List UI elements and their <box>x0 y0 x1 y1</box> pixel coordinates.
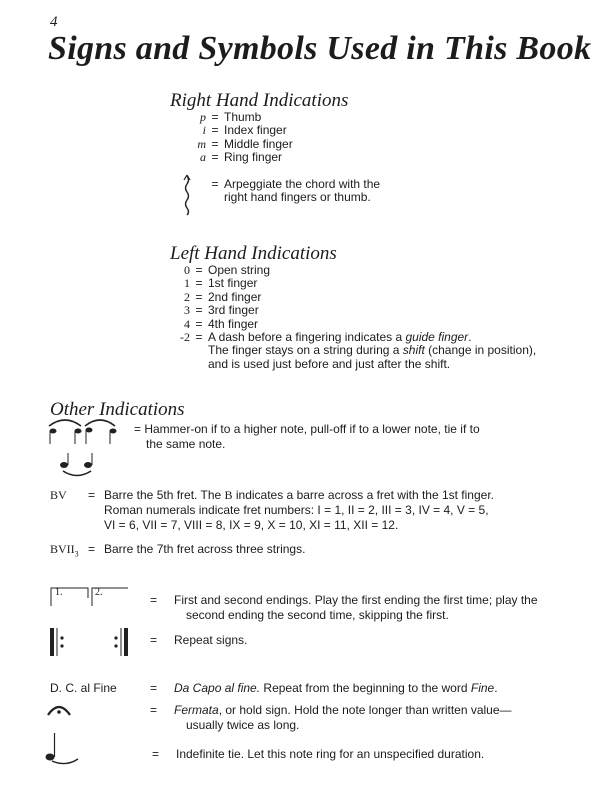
arpeggio-line2: right hand fingers or thumb. <box>224 190 371 205</box>
repeat-equals: = <box>150 633 158 647</box>
arpeggio-description <box>190 178 380 205</box>
symbol: 2 <box>184 289 190 304</box>
barre-equals: = <box>88 488 96 502</box>
other-heading: Other Indications <box>50 399 185 420</box>
dc-description: Da Capo al fine. Repeat from the beginning to the word Fine. <box>174 681 498 695</box>
list-item <box>164 318 536 331</box>
item-text: Middle finger <box>224 136 293 151</box>
indefinite-tie-icon <box>44 731 84 765</box>
equals: = <box>211 136 219 151</box>
guide-line2: The finger stays on a string during a shift (change in position), <box>208 343 537 358</box>
equals: = <box>195 263 203 277</box>
left-hand-list <box>164 264 536 371</box>
symbol: p <box>200 110 206 124</box>
item-text: Open string <box>208 263 271 277</box>
item-text: 3rd finger <box>208 303 259 318</box>
list-item <box>164 304 536 317</box>
list-item <box>190 124 293 137</box>
fermata-equals: = <box>150 703 158 717</box>
partial-barre-label: $BVII_3$ <box>50 542 79 559</box>
partial-barre-description: Barre the 7th fret across three strings. <box>104 542 306 556</box>
second-ending-label: 2. <box>95 587 103 598</box>
endings-description: First and second endings. Play the first ending the first time; play the second ending the second time, skipping the first. <box>174 593 538 622</box>
list-item-guide-finger <box>164 331 536 344</box>
equals: = <box>211 150 219 165</box>
barre-label: BV <box>50 488 67 502</box>
equals: = <box>195 316 203 331</box>
list-item <box>164 277 536 290</box>
list-item <box>190 151 293 164</box>
list-item <box>164 291 536 304</box>
left-hand-heading: Left Hand Indications <box>170 243 337 264</box>
symbol: 1 <box>184 276 190 291</box>
hammer-on-description: = Hammer-on if to a higher note, pull-off if to a lower note, tie if to the same note. <box>134 422 480 451</box>
right-hand-list <box>190 111 293 165</box>
barre-description: Barre the 5th fret. The B indicates a barre across a fret with the 1st finger. Roman numerals indicate fret numbers: I = 1, II = 2, III = 3, IV = 4, V = 5, VI = 6, VII = 7, VIII = 8, IX = 9, X = 10, XI = 11, XII = 12. <box>104 488 494 532</box>
symbol: a <box>200 150 206 165</box>
equals: = <box>211 177 219 191</box>
symbol: m <box>197 136 206 151</box>
dc-al-fine-label: D. C. al Fine <box>50 681 117 695</box>
list-item <box>190 111 293 124</box>
equals: = <box>195 330 203 345</box>
item-text: 1st finger <box>208 276 258 291</box>
indefinite-tie-equals: = <box>152 747 160 761</box>
repeat-signs-icon <box>48 627 138 657</box>
symbol: 4 <box>184 316 190 331</box>
equals: = <box>195 276 203 291</box>
list-item <box>164 264 536 277</box>
endings-equals: = <box>150 593 158 607</box>
item-text: 4th finger <box>208 316 259 331</box>
fermata-description: Fermata, or hold sign. Hold the note longer than written value— usually twice as long. <box>174 703 512 732</box>
symbol: 3 <box>184 303 190 318</box>
hammer-on-notation-icon <box>45 416 135 484</box>
first-ending-label: 1. <box>55 587 63 598</box>
equals: = <box>211 123 219 138</box>
arpeggio-line1: Arpeggiate the chord with the <box>224 177 381 191</box>
equals: = <box>195 289 203 304</box>
symbol: -2 <box>180 330 190 345</box>
indefinite-tie-description: Indefinite tie. Let this note ring for an unspecified duration. <box>176 747 485 761</box>
fermata-icon <box>46 701 72 717</box>
symbol: i <box>202 123 206 138</box>
page-number: 4 <box>50 14 58 30</box>
guide-line3: and is used just before and just after the shift. <box>208 356 451 371</box>
item-text: Index finger <box>224 123 287 138</box>
equals: = <box>195 303 203 318</box>
item-text: Ring finger <box>224 150 283 165</box>
item-text: Thumb <box>224 110 262 124</box>
right-hand-heading: Right Hand Indications <box>170 90 349 111</box>
guide-line1: A dash before a fingering indicates a guide finger. <box>208 330 472 345</box>
page-title: Signs and Symbols Used in This Book <box>48 30 592 67</box>
dc-equals: = <box>150 681 158 695</box>
item-text: 2nd finger <box>208 289 262 304</box>
repeat-description: Repeat signs. <box>174 633 248 647</box>
partial-barre-equals: = <box>88 542 96 556</box>
symbol: 0 <box>184 263 190 277</box>
equals: = <box>211 110 219 124</box>
list-item <box>190 138 293 151</box>
